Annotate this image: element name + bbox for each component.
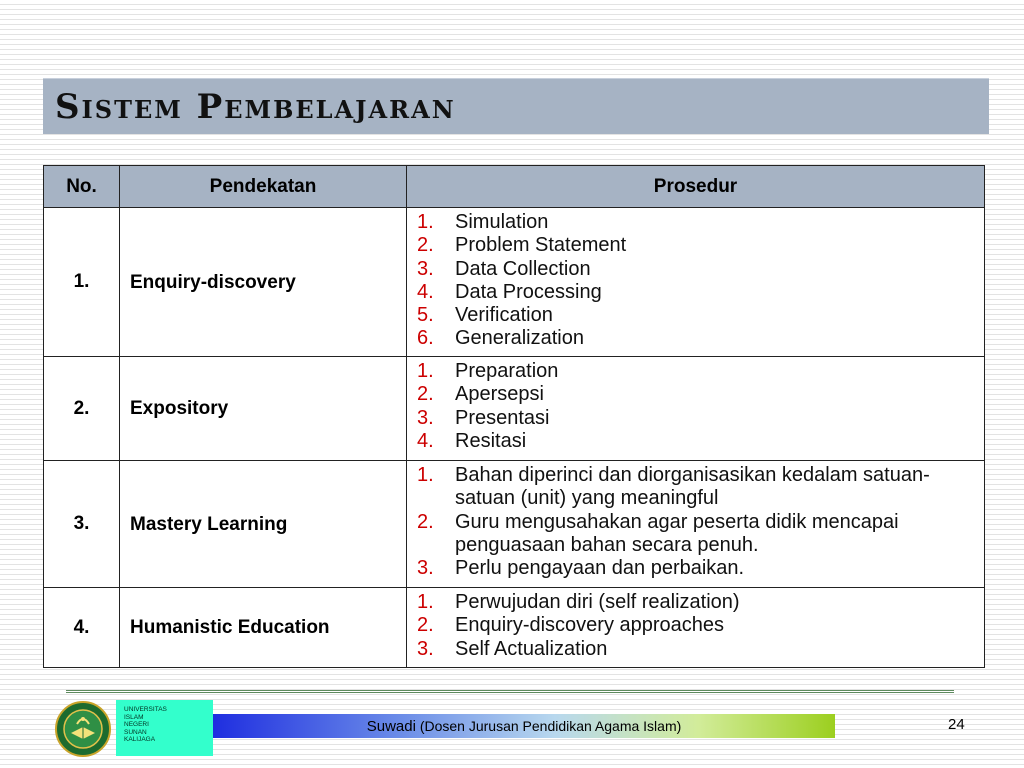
row-number: 1. <box>44 208 120 357</box>
header-no: No. <box>44 166 120 208</box>
logo-text-line: NEGERI <box>124 721 149 729</box>
slide-title-bar <box>43 78 989 134</box>
procedure-step <box>417 211 978 234</box>
step-text: Guru mengusahakan agar peserta didik mencapai penguasaan bahan secara penuh. <box>455 510 899 556</box>
row-procedure <box>407 357 985 461</box>
row-number: 3. <box>44 461 120 588</box>
step-number: 1. <box>417 464 434 486</box>
step-text: Simulation <box>455 211 549 233</box>
row-procedure <box>407 208 985 357</box>
step-number: 3. <box>417 637 434 660</box>
step-number: 4. <box>417 429 434 452</box>
step-text: Bahan diperinci dan diorganisasikan kedalam satuan-satuan (unit) yang meaningful <box>455 464 930 510</box>
step-number: 3. <box>417 406 434 429</box>
procedure-step <box>417 614 978 637</box>
logo-text-line: SUNAN <box>124 728 147 736</box>
header-prosedur: Prosedur <box>407 166 985 208</box>
footer-affiliation: (Dosen Jurusan Pendidikan Agama Islam) <box>419 718 682 734</box>
table-header-row <box>44 166 985 208</box>
procedure-table <box>43 165 985 668</box>
row-procedure <box>407 588 985 668</box>
logo-text-line: KALIJAGA <box>124 736 156 744</box>
step-text: Data Processing <box>455 280 602 303</box>
procedure-list <box>417 211 978 351</box>
footer-divider <box>66 690 954 693</box>
step-number: 5. <box>417 304 434 327</box>
step-number: 1. <box>417 360 434 382</box>
step-text: Perlu pengayaan dan perbaikan. <box>455 557 745 580</box>
procedure-step <box>417 360 978 383</box>
row-approach: Enquiry-discovery <box>120 208 407 357</box>
step-number: 1. <box>417 211 434 233</box>
slide-title: Sistem Pembelajaran <box>55 87 456 127</box>
university-name-box <box>116 700 213 756</box>
row-approach: Humanistic Education <box>120 588 407 668</box>
step-number: 2. <box>417 614 434 637</box>
header-pendekatan: Pendekatan <box>120 166 407 208</box>
step-text: Preparation <box>455 360 559 382</box>
row-approach: Mastery Learning <box>120 461 407 588</box>
step-number: 3. <box>417 257 434 280</box>
step-number: 4. <box>417 280 434 303</box>
footer-bar <box>213 714 835 738</box>
row-approach: Expository <box>120 357 407 461</box>
table-row <box>44 461 985 588</box>
step-text: Perwujudan diri (self realization) <box>455 591 740 613</box>
table-row <box>44 588 985 668</box>
step-number: 6. <box>417 327 434 350</box>
step-number: 3. <box>417 557 434 580</box>
row-number: 4. <box>44 588 120 668</box>
procedure-step <box>417 407 978 430</box>
step-number: 2. <box>417 234 434 257</box>
procedure-step <box>417 383 978 406</box>
logo-text-line: UNIVERSITAS <box>124 706 167 713</box>
step-text: Problem Statement <box>455 234 627 257</box>
row-procedure <box>407 461 985 588</box>
step-text: Verification <box>455 304 553 327</box>
step-text: Presentasi <box>455 406 550 429</box>
row-number: 2. <box>44 357 120 461</box>
step-text: Enquiry-discovery approaches <box>455 614 725 637</box>
procedure-step <box>417 281 978 304</box>
university-logo <box>53 700 113 758</box>
logo-text-line: ISLAM <box>124 713 144 721</box>
step-text: Generalization <box>455 327 584 350</box>
procedure-step <box>417 464 978 511</box>
procedure-step <box>417 258 978 281</box>
table-row <box>44 357 985 461</box>
procedure-list <box>417 464 978 580</box>
procedure-step <box>417 591 978 614</box>
procedure-list <box>417 360 978 453</box>
step-text: Self Actualization <box>455 637 608 660</box>
procedure-step <box>417 557 978 580</box>
step-number: 2. <box>417 510 434 533</box>
table-row <box>44 208 985 357</box>
step-number: 2. <box>417 383 434 406</box>
step-text: Resitasi <box>455 429 527 452</box>
procedure-step <box>417 638 978 661</box>
footer-author: Suwadi <box>366 718 416 735</box>
step-number: 1. <box>417 591 434 613</box>
step-text: Apersepsi <box>455 383 544 406</box>
page-number: 24 <box>948 716 965 733</box>
procedure-step <box>417 430 978 453</box>
procedure-list <box>417 591 978 661</box>
procedure-step <box>417 304 978 327</box>
university-emblem-icon <box>53 700 113 758</box>
procedure-step <box>417 511 978 558</box>
step-text: Data Collection <box>455 257 591 280</box>
procedure-step <box>417 234 978 257</box>
procedure-step <box>417 327 978 350</box>
